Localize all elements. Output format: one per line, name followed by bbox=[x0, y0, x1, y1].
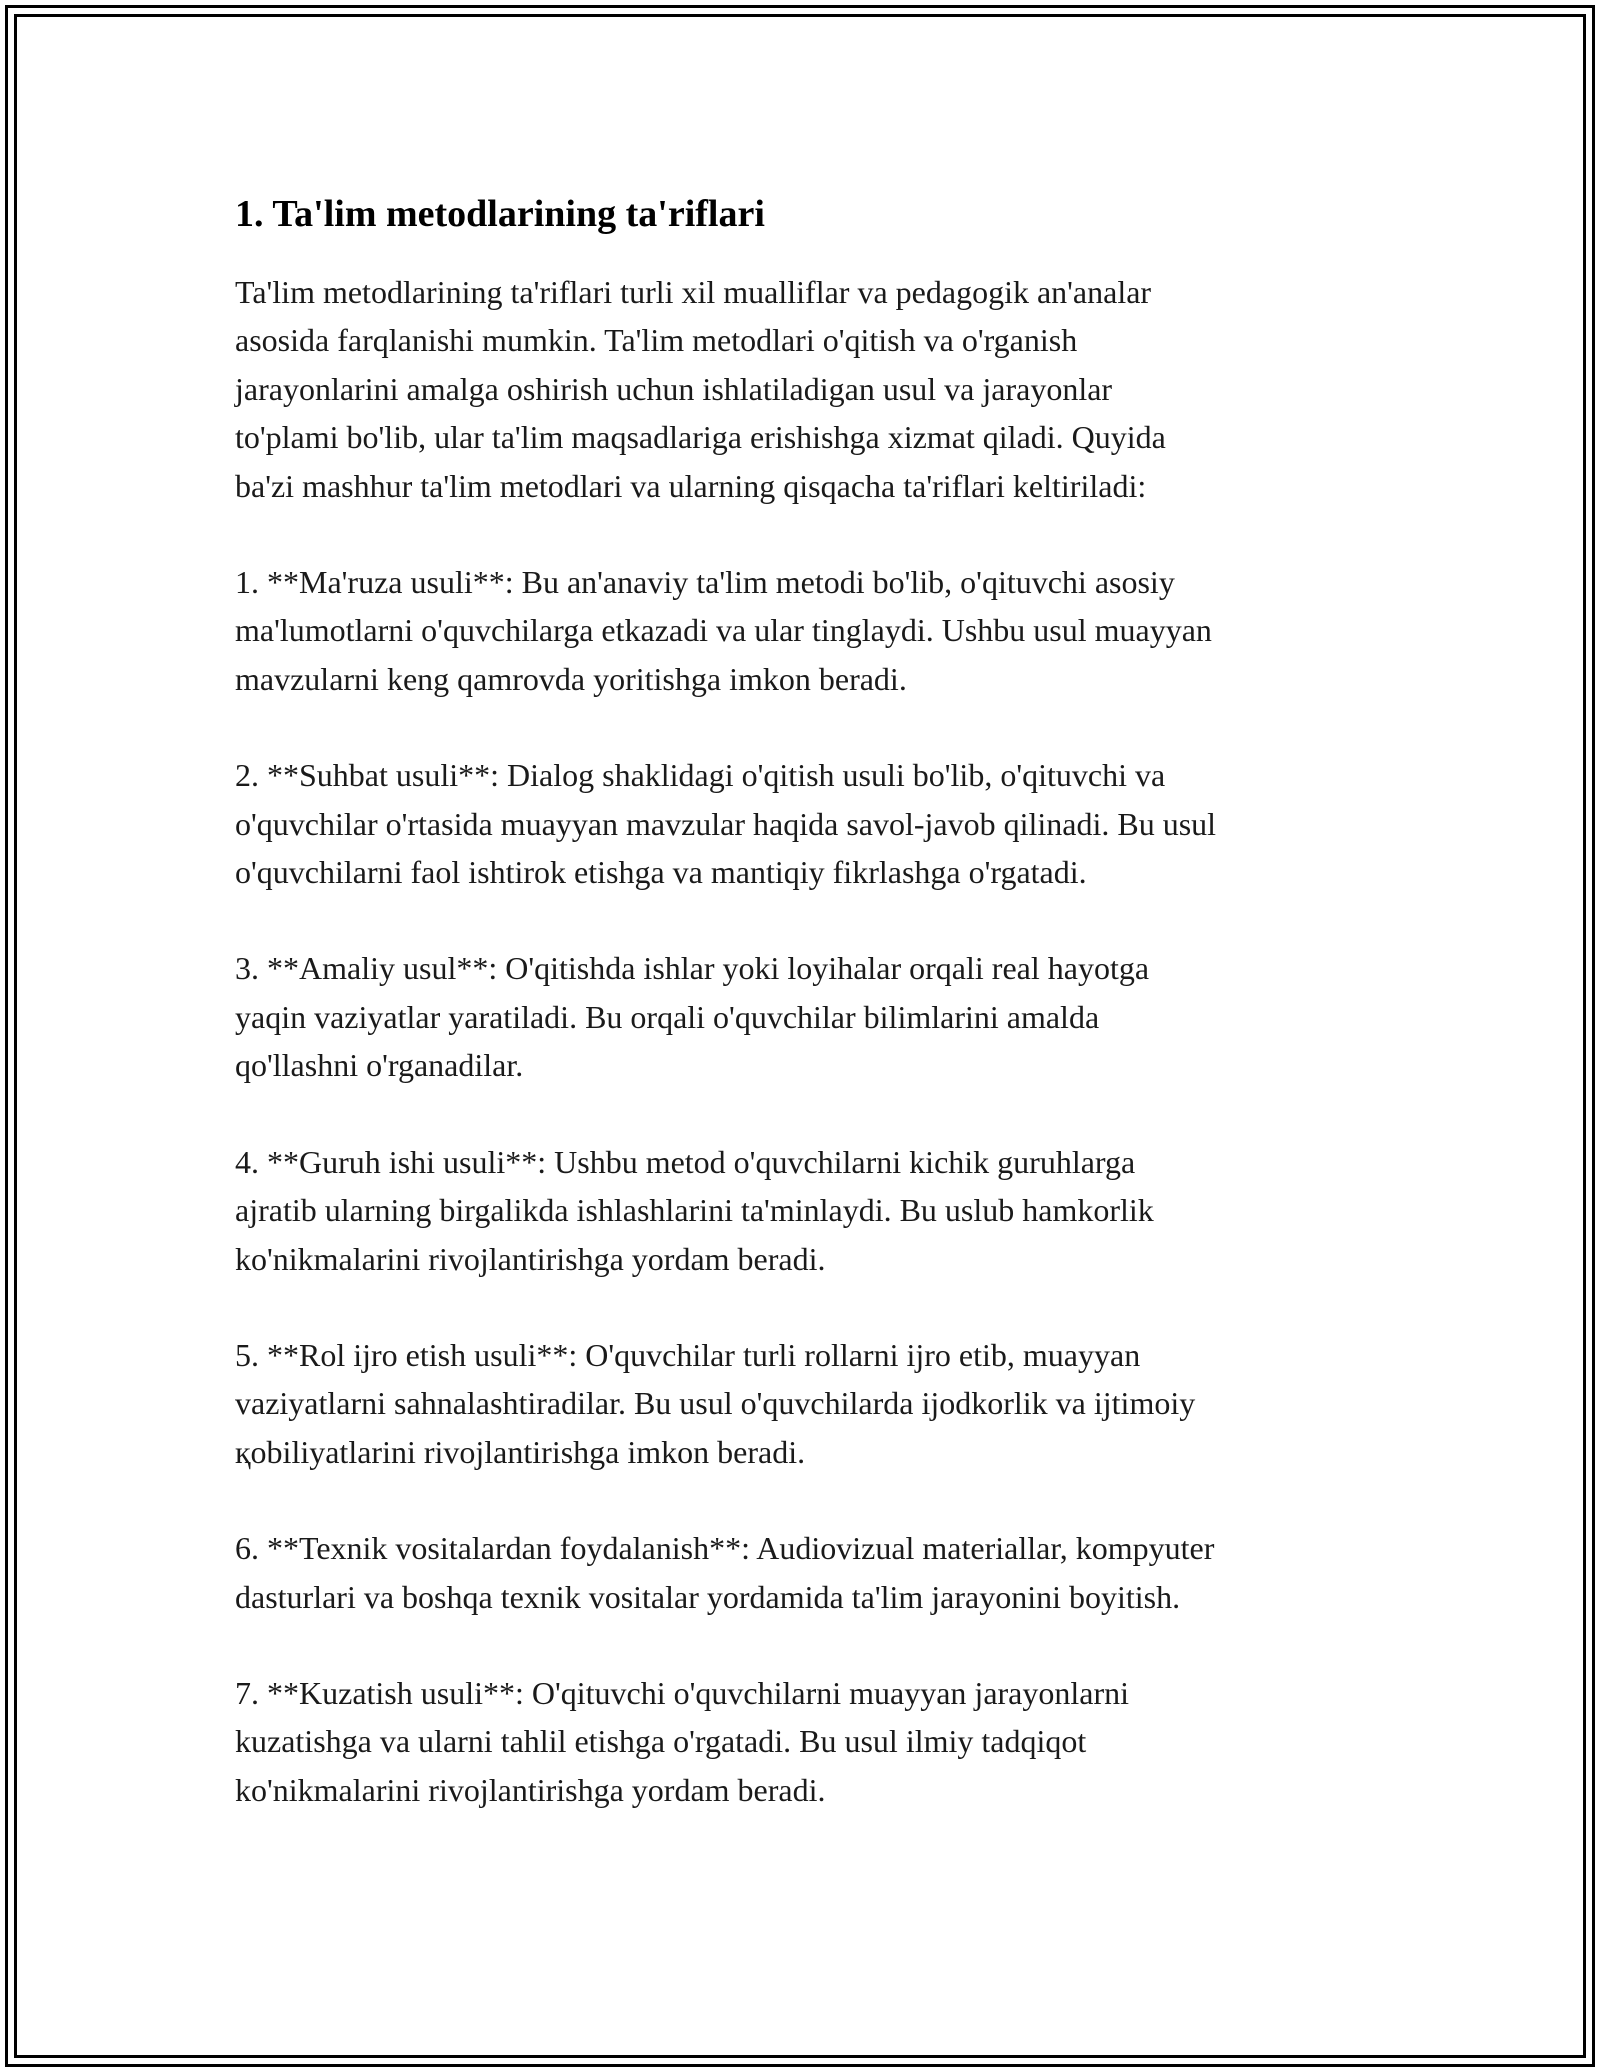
method-item-lecture: 1. **Ma'ruza usuli**: Bu an'anaviy ta'lim metodi bo'lib, o'qituvchi asosiy ma'lumotlarni o'quvchilarga etkazadi va ular tinglaydi. Ushbu usul muayyan mavzularni keng qamrovda yoritishga imkon beradi. bbox=[235, 564, 1212, 697]
section-heading: 1. Ta'lim metodlarining ta'riflari bbox=[235, 193, 765, 235]
method-item-group-work: 4. **Guruh ishi usuli**: Ushbu metod o'quvchilarni kichik guruhlarga ajratib ularning birgalikda ishlashlarini ta'minlaydi. Bu uslub hamkorlik ko'nikmalarini rivojlantirishga yordam beradi. bbox=[235, 1143, 1154, 1277]
method-item-practical: 3. **Amaliy usul**: O'qitishda ishlar yoki loyihalar orqali real hayotga yaqin vaziyatlar yaratiladi. Bu orqali o'quvchilar bilimlarini amalda qo'llashni o'rganadilar. bbox=[235, 950, 1150, 1084]
intro-paragraph: Ta'lim metodlarining ta'riflari turli xil mualliflar va pedagogik an'analar asosida farqlanishi mumkin. Ta'lim metodlari o'qitish va o'rganish jarayonlarini amalga oshirish uchun ishlatiladigan usul va jarayonlar to'plami bo'lib, ular ta'lim maqsadlariga erishishga xizmat qiladi. Quyida ba'zi mashhur ta'lim metodlari va ularning qisqacha ta'riflari keltiriladi: bbox=[235, 274, 1166, 504]
document-body bbox=[235, 188, 1395, 1862]
method-item-conversation: 2. **Suhbat usuli**: Dialog shaklidagi o'qitish usuli bo'lib, o'qituvchi va o'quvchilar o'rtasida muayyan mavzular haqida savol-javob qilinadi. Bu usul o'quvchilarni faol ishtirok etishga va mantiqiy fikrlashga o'rgatadi. bbox=[235, 757, 1217, 891]
method-item-role-play: 5. **Rol ijro etish usuli**: O'quvchilar turli rollarni ijro etib, muayyan vaziyatlarni sahnalashtiradilar. Bu usul o'quvchilarda ijodkorlik va ijtimoiy қobiliyatlarini rivojlantirishga imkon beradi. bbox=[235, 1336, 1196, 1470]
method-item-observation: 7. **Kuzatish usuli**: O'qituvchi o'quvchilarni muayyan jarayonlarni kuzatishga va ularni tahlil etishga o'rgatadi. Bu usul ilmiy tadqiqot ko'nikmalarini rivojlantirishga yordam beradi. bbox=[235, 1674, 1130, 1808]
method-item-technical-tools: 6. **Texnik vositalardan foydalanish**: Audiovizual materiallar, kompyuter dasturlari va boshqa texnik vositalar yordamida ta'lim jarayonini boyitish. bbox=[235, 1530, 1215, 1615]
